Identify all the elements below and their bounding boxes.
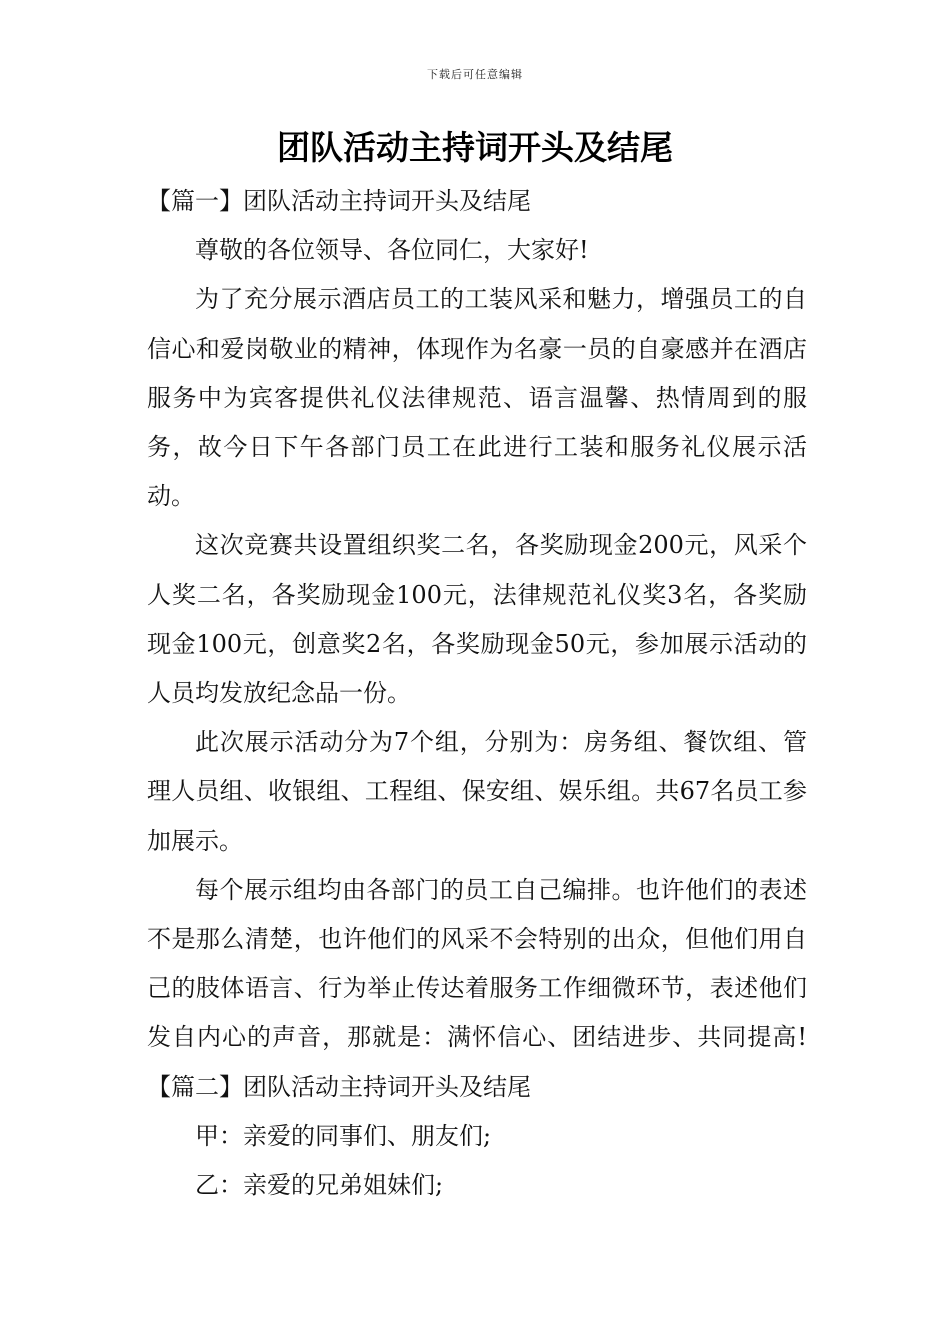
paragraph: 每个展示组均由各部门的员工自己编排。也许他们的表述不是那么清楚，也许他们的风采不会特别的出众，但他们用自己的肢体语言、行为举止传达着服务工作细微环节，表述他们发自内心的声音，那就是：满怀信心、团结进步、共同提高!【篇二】团队活动主持词开头及结尾 bbox=[147, 875, 807, 1101]
paragraph: 此次展示活动分为7个组，分别为：房务组、餐饮组、管理人员组、收银组、工程组、保安组、娱乐组。共67名员工参加展示。 bbox=[147, 728, 807, 855]
paragraph: 乙：亲爱的兄弟姐妹们; bbox=[195, 1171, 444, 1200]
section-heading: 【篇一】团队活动主持词开头及结尾 bbox=[147, 187, 531, 215]
paragraph: 尊敬的各位领导、各位同仁，大家好! bbox=[195, 236, 589, 265]
document-title: 团队活动主持词开头及结尾 bbox=[277, 128, 673, 167]
header-note: 下载后可任意编辑 bbox=[427, 68, 523, 81]
paragraph: 为了充分展示酒店员工的工装风采和魅力，增强员工的自信心和爱岗敬业的精神，体现作为名豪一员的自豪感并在酒店服务中为宾客提供礼仪法律规范、语言温馨、热情周到的服务，故今日下午各部门员工在此进行工装和服务礼仪展示活动。 bbox=[147, 285, 807, 511]
paragraph: 甲：亲爱的同事们、朋友们; bbox=[195, 1121, 492, 1150]
paragraph: 这次竞赛共设置组织奖二名，各奖励现金200元，风采个人奖二名，各奖励现金100元，法律规范礼仪奖3名，各奖励现金100元，创意奖2名，各奖励现金50元，参加展示活动的人员均发放纪念品一份。 bbox=[147, 531, 807, 708]
document-body bbox=[147, 177, 807, 1210]
